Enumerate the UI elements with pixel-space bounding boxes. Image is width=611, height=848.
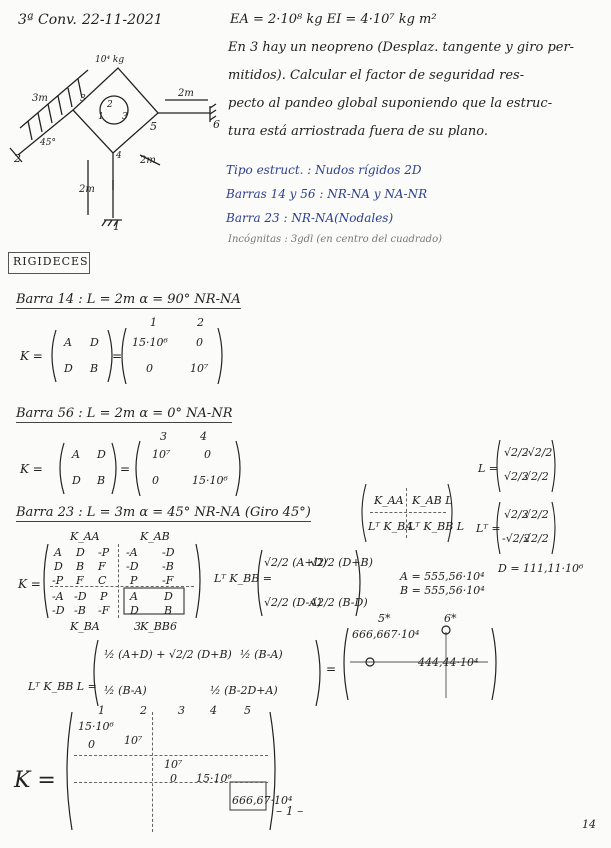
global-k44: 15·10⁶ <box>196 772 232 785</box>
m23-r4c1: -A <box>52 590 64 603</box>
ltkbbl-label: Lᵀ K_BB L = <box>28 680 97 693</box>
barra56-v22: 15·10⁶ <box>192 474 228 487</box>
barra56-v21: 0 <box>152 474 159 487</box>
m23-r5c4: D <box>130 604 139 617</box>
barra56-v11: 10⁷ <box>152 448 171 461</box>
L-22: √2/2 <box>524 470 549 483</box>
label-kaa: K_AA <box>70 530 100 543</box>
node-3-label: 3 <box>80 94 86 104</box>
barra56-col-4: 4 <box>200 430 207 443</box>
ltkbbl-22: ½ (B-2D+A) <box>210 684 278 697</box>
m23-r4c5: D <box>164 590 173 603</box>
dim-2m-vertical: 2m <box>79 184 95 195</box>
m23-r1c3: -P <box>98 546 110 559</box>
global-col-1: 1 <box>98 704 105 717</box>
res-11: 666,667·10⁴ <box>352 628 420 641</box>
m23-r1c4: -A <box>126 546 138 559</box>
barra56-title: Barra 56 : L = 2m α = 0° NA-NR <box>16 406 233 421</box>
global-col-4: 4 <box>210 704 217 717</box>
barra14-m22: B <box>90 362 99 375</box>
res-col-5: 5* <box>378 612 391 625</box>
global-col-3: 3 <box>178 704 185 717</box>
m23-r2c5: -B <box>162 560 174 573</box>
m23-r4c4: A <box>130 590 138 603</box>
global-k-label: K = <box>14 768 56 793</box>
m23-r2c2: B <box>76 560 85 573</box>
m23-r3c1: -P <box>52 574 64 587</box>
structure-type: Tipo estruct. : Nudos rígidos 2D <box>226 163 422 177</box>
barra14-v11: 15·10⁶ <box>132 336 168 349</box>
m23-r4c3: P <box>100 590 108 603</box>
ltkbb-11: √2/2 (A+D) <box>264 556 327 569</box>
barra14-m21: D <box>64 362 73 375</box>
m23-r1c5: -D <box>162 546 175 559</box>
res-22: 444,44·10⁴ <box>418 656 479 669</box>
barra14-equals: = <box>112 349 123 363</box>
rotation-L-label: L = <box>478 462 499 475</box>
barra56-m21: D <box>72 474 81 487</box>
statement-line-2: mitidos). Calcular el factor de seguridad res- <box>228 68 525 83</box>
m23-r1c2: D <box>76 546 85 559</box>
L-21: √2/2 <box>504 470 529 483</box>
barra14-col-2: 2 <box>197 316 204 329</box>
node-4-label: 4 <box>116 151 122 161</box>
bars-14-56: Barras 14 y 56 : NR-NA y NA-NR <box>226 187 428 201</box>
corner-number: 14 <box>582 818 596 831</box>
LT-12: √2/2 <box>524 508 549 521</box>
barra56-v12: 0 <box>204 448 211 461</box>
barra56-m11: A <box>72 448 80 461</box>
barra56-equals: = <box>120 462 131 476</box>
m23-r3c3: C <box>98 574 107 587</box>
m23-r3c2: F <box>76 574 84 587</box>
barra23-title: Barra 23 : L = 3m α = 45° NR-NA (Giro 45°) <box>16 505 311 520</box>
center-dof-2: 2 <box>107 100 113 110</box>
barra14-v22: 10⁷ <box>190 362 209 375</box>
global-k43: 0 <box>170 772 177 785</box>
ltkbbl-11: ½ (A+D) + √2/2 (D+B) <box>104 648 232 661</box>
barra56-m12: D <box>97 448 106 461</box>
ltkbb-label: Lᵀ K_BB = <box>214 572 273 585</box>
barra56-k-label: K = <box>20 462 43 476</box>
L-11: √2/2 <box>504 446 529 459</box>
ltkbb-21: √2/2 (D-A) <box>264 596 322 609</box>
center-dof-1: 1 <box>98 112 104 122</box>
L-12: -√2/2 <box>524 446 553 459</box>
barra14-v12: 0 <box>196 336 203 349</box>
node-5-label: 5 <box>150 120 157 133</box>
label-kba: K_BA <box>70 620 100 633</box>
m23-r1c1: A <box>54 546 62 559</box>
m23-r3c5: -F <box>162 574 174 587</box>
m23-r2c3: F <box>98 560 106 573</box>
rigideces-heading: RIGIDECES <box>13 255 89 268</box>
value-A: A = 555,56·10⁴ <box>400 570 485 583</box>
m23-r5c3: -F <box>98 604 110 617</box>
dim-2m-diagonal: 2m <box>140 155 156 166</box>
global-k11: 15·10⁶ <box>78 720 114 733</box>
LT-22: √2/2 <box>524 532 549 545</box>
ltkbbl-21: ½ (B-A) <box>104 684 147 697</box>
rotation-LT-label: Lᵀ = <box>476 522 501 535</box>
dim-3m: 3m <box>32 93 48 104</box>
label-kbb: K_BB <box>140 620 170 633</box>
m23-r2c4: -D <box>126 560 139 573</box>
exam-date: 22-11-2021 <box>82 12 163 28</box>
global-k21: 0 <box>88 738 95 751</box>
page-number: – 1 – <box>276 804 304 818</box>
res-col-6: 6* <box>444 612 457 625</box>
statement-line-1: En 3 hay un neopreno (Desplaz. tangente y giro per- <box>228 40 575 55</box>
global-col-2: 2 <box>140 704 147 717</box>
block-kaa: K_AA <box>374 494 404 507</box>
barra14-v21: 0 <box>146 362 153 375</box>
angle-label: 45° <box>40 138 56 148</box>
barra14-m12: D <box>90 336 99 349</box>
barra14-title: Barra 14 : L = 2m α = 90° NR-NA <box>16 292 241 307</box>
load-label: 10⁴ kg <box>95 55 125 65</box>
global-k22: 10⁷ <box>124 734 143 747</box>
value-D: D = 111,11·10⁶ <box>498 562 584 575</box>
center-dof-3: 3 <box>122 112 128 122</box>
global-col-5: 5 <box>244 704 251 717</box>
ltkbbl-equals: = <box>326 662 337 676</box>
barra56-m22: B <box>97 474 106 487</box>
m23-r4c2: -D <box>74 590 87 603</box>
block-lt-kbb-l: Lᵀ K_BB L <box>408 520 465 533</box>
barra14-k-label: K = <box>20 349 43 363</box>
LT-21: -√2/2 <box>502 532 531 545</box>
node-6-label: 6 <box>213 118 220 131</box>
block-kab-l: K_AB L <box>412 494 453 507</box>
subcol-3: 3 <box>134 620 141 633</box>
barra23-k-label: K = <box>18 577 41 591</box>
ltkbbl-12: ½ (B-A) <box>240 648 283 661</box>
barra56-col-3: 3 <box>160 430 167 443</box>
node-2-label: 2 <box>14 152 21 165</box>
barra14-m11: A <box>64 336 72 349</box>
global-k55: 666,67·10⁴ <box>232 794 293 807</box>
global-k33: 10⁷ <box>164 758 183 771</box>
m23-r3c4: P <box>130 574 138 587</box>
barra14-col-1: 1 <box>150 316 157 329</box>
material-properties: EA = 2·10⁸ kg EI = 4·10⁷ kg m² <box>230 12 437 27</box>
m23-r5c1: -D <box>52 604 65 617</box>
m23-r5c2: -B <box>74 604 86 617</box>
ltkbb-22: √2/2 (B-D) <box>310 596 368 609</box>
subcol-6: 6 <box>170 620 177 633</box>
label-kab: K_AB <box>140 530 170 543</box>
exam-label: 3ª Conv. <box>18 12 77 28</box>
m23-r5c5: B <box>164 604 173 617</box>
dim-2m-horizontal: 2m <box>178 88 194 99</box>
statement-line-3: pecto al pandeo global suponiendo que la estruc- <box>228 96 553 111</box>
bar-23: Barra 23 : NR-NA(Nodales) <box>226 211 394 225</box>
statement-line-4: tura está arriostrada fuera de su plano. <box>228 124 489 139</box>
value-B: B = 555,56·10⁴ <box>400 584 485 597</box>
m23-r2c1: D <box>54 560 63 573</box>
block-lt-kba: Lᵀ K_BA <box>368 520 414 533</box>
ltkbb-12: √2/2 (D+B) <box>310 556 373 569</box>
unknowns: Incógnitas : 3gdl (en centro del cuadrado) <box>228 234 442 245</box>
node-1-label: 1 <box>113 220 120 233</box>
LT-11: √2/2 <box>504 508 529 521</box>
